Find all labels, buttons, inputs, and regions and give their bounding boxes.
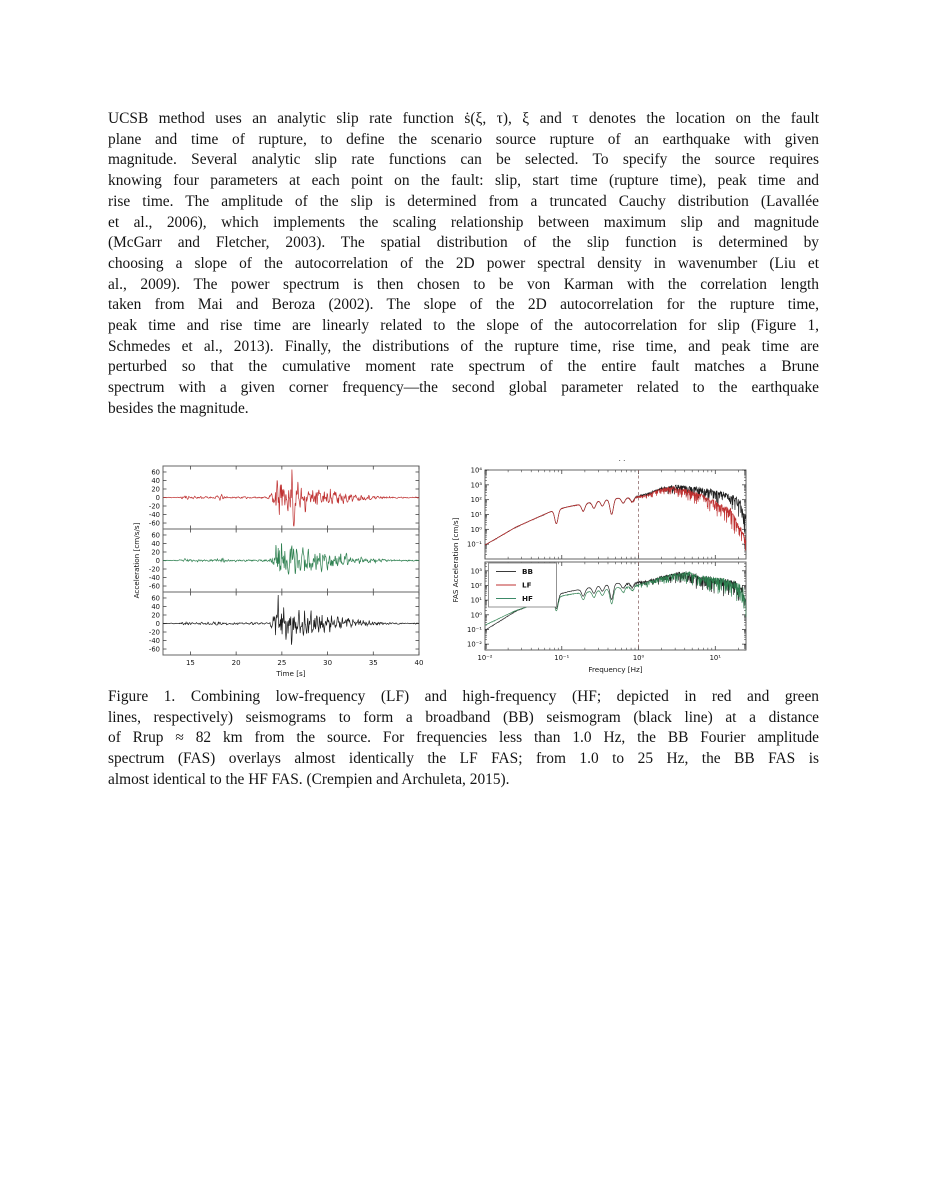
svg-text:10⁰: 10⁰ bbox=[632, 654, 645, 662]
svg-text:40: 40 bbox=[151, 602, 160, 611]
text-line: Schmedes et al., 2013). Finally, the distributions of the rupture time, rise time, and peak time are bbox=[108, 337, 819, 355]
svg-text:40: 40 bbox=[151, 539, 160, 548]
y-axis-label: FAS Acceleration [cm/s] bbox=[451, 517, 460, 603]
svg-text:0: 0 bbox=[155, 556, 160, 565]
text-line: plane and time of rupture, to define the scenario source rupture of an earthquake with given bbox=[108, 130, 819, 148]
seismogram-chart bbox=[128, 458, 423, 680]
fas-trace-LF-top bbox=[485, 486, 746, 550]
svg-text:40: 40 bbox=[151, 476, 160, 485]
trace-LF bbox=[163, 470, 419, 526]
x-axis-label: Frequency [Hz] bbox=[588, 665, 643, 674]
svg-text:60: 60 bbox=[151, 531, 160, 540]
svg-text:35: 35 bbox=[368, 659, 378, 667]
text-line: Figure 1. Combining low-frequency (LF) and high-frequency (HF; depicted in red and green bbox=[108, 688, 819, 705]
svg-text:10⁻²: 10⁻² bbox=[467, 640, 482, 649]
svg-text:10³: 10³ bbox=[470, 567, 482, 576]
svg-text:20: 20 bbox=[151, 611, 160, 620]
svg-text:-40: -40 bbox=[148, 510, 160, 519]
svg-text:0: 0 bbox=[155, 493, 160, 502]
svg-text:10⁰: 10⁰ bbox=[470, 525, 482, 534]
svg-text:0: 0 bbox=[155, 619, 160, 628]
svg-text:-20: -20 bbox=[148, 565, 160, 574]
text-line: taken from Mai and Beroza (2002). The slope of the 2D autocorrelation for the rupture time, bbox=[108, 296, 819, 314]
svg-text:10⁻¹: 10⁻¹ bbox=[467, 540, 482, 549]
svg-text:-20: -20 bbox=[148, 502, 160, 511]
text-line: almost identical to the HF FAS. (Crempien and Archuleta, 2015). bbox=[108, 770, 510, 788]
y-axis-label: Acceleration [cm/s/s] bbox=[132, 522, 141, 599]
text-line: lines, respectively) seismograms to form a broadband (BB) seismogram (black line) at a distance bbox=[108, 708, 819, 726]
legend-label-LF: LF bbox=[522, 580, 532, 590]
svg-text:-60: -60 bbox=[148, 645, 160, 654]
cropped-title-dots: . . bbox=[618, 455, 626, 463]
svg-text:10¹: 10¹ bbox=[470, 511, 482, 519]
text-line: spectrum with a given corner frequency—the second global parameter related to the earthquake bbox=[108, 379, 819, 397]
svg-text:10⁻¹: 10⁻¹ bbox=[467, 625, 482, 634]
svg-text:-40: -40 bbox=[148, 573, 160, 582]
figure-caption bbox=[108, 687, 819, 791]
svg-text:10³: 10³ bbox=[470, 481, 482, 490]
svg-text:10¹: 10¹ bbox=[470, 596, 482, 605]
text-line: besides the magnitude. bbox=[108, 399, 249, 417]
svg-text:30: 30 bbox=[323, 659, 333, 667]
trace-HF bbox=[163, 543, 419, 574]
body-paragraph bbox=[108, 109, 819, 420]
x-axis-label: Time [s] bbox=[276, 669, 306, 678]
svg-text:10⁴: 10⁴ bbox=[470, 466, 482, 475]
svg-text:25: 25 bbox=[277, 659, 287, 667]
text-line: of Rrup ≈ 82 km from the source. For frequencies less than 1.0 Hz, the BB Fourier amplitude bbox=[108, 729, 819, 747]
seismo-traces bbox=[163, 470, 419, 645]
svg-text:-60: -60 bbox=[148, 519, 160, 528]
svg-text:20: 20 bbox=[151, 548, 160, 557]
svg-text:10¹: 10¹ bbox=[709, 654, 721, 662]
trace-BB bbox=[163, 595, 419, 645]
text-line: (McGarr and Fletcher, 2003). The spatial distribution of the slip function is determined by bbox=[108, 234, 819, 252]
svg-text:40: 40 bbox=[414, 659, 423, 667]
fas-legend bbox=[489, 563, 557, 607]
fas-trace-BB-top bbox=[485, 485, 746, 545]
svg-text:-40: -40 bbox=[148, 636, 160, 645]
svg-text:10⁻²: 10⁻² bbox=[477, 654, 493, 662]
svg-text:60: 60 bbox=[151, 594, 160, 603]
svg-text:10²: 10² bbox=[470, 496, 482, 505]
fas-chart bbox=[448, 448, 753, 680]
text-line: UCSB method uses an analytic slip rate function ṡ(ξ, τ), ξ and τ denotes the location on the fault bbox=[108, 110, 819, 127]
svg-text:10⁻¹: 10⁻¹ bbox=[554, 654, 570, 662]
text-line: al., 2009). The power spectrum is then chosen to be von Karman with the correlation length bbox=[108, 275, 819, 293]
text-line: knowing four parameters at each point on the fault: slip, start time (rupture time), peak time and bbox=[108, 172, 819, 190]
text-line: spectrum (FAS) overlays almost identically the LF FAS; from 1.0 to 25 Hz, the BB FAS is bbox=[108, 750, 819, 768]
svg-text:60: 60 bbox=[151, 468, 160, 477]
svg-text:20: 20 bbox=[151, 485, 160, 494]
text-line: magnitude. Several analytic slip rate functions can be selected. To specify the source requires bbox=[108, 151, 819, 169]
svg-text:10⁰: 10⁰ bbox=[470, 611, 482, 620]
svg-text:20: 20 bbox=[231, 659, 241, 667]
svg-text:15: 15 bbox=[185, 659, 195, 667]
svg-text:-20: -20 bbox=[148, 628, 160, 637]
svg-text:-60: -60 bbox=[148, 582, 160, 591]
legend-label-BB: BB bbox=[522, 567, 533, 577]
text-line: et al., 2006), which implements the scaling relationship between maximum slip and magnitude bbox=[108, 213, 819, 231]
text-line: peak time and rise time are linearly related to the slope of the autocorrelation for slip (Figure 1, bbox=[108, 317, 819, 335]
legend-label-HF: HF bbox=[522, 594, 533, 604]
text-line: perturbed so that the cumulative moment rate spectrum of the entire fault matches a Brune bbox=[108, 358, 819, 376]
text-line: choosing a slope of the autocorrelation of the 2D power spectral density in wavenumber (Liu et bbox=[108, 254, 819, 272]
svg-text:10²: 10² bbox=[470, 581, 482, 590]
text-line: rise time. The amplitude of the slip is determined from a truncated Cauchy distribution (Lavallée bbox=[108, 192, 819, 210]
